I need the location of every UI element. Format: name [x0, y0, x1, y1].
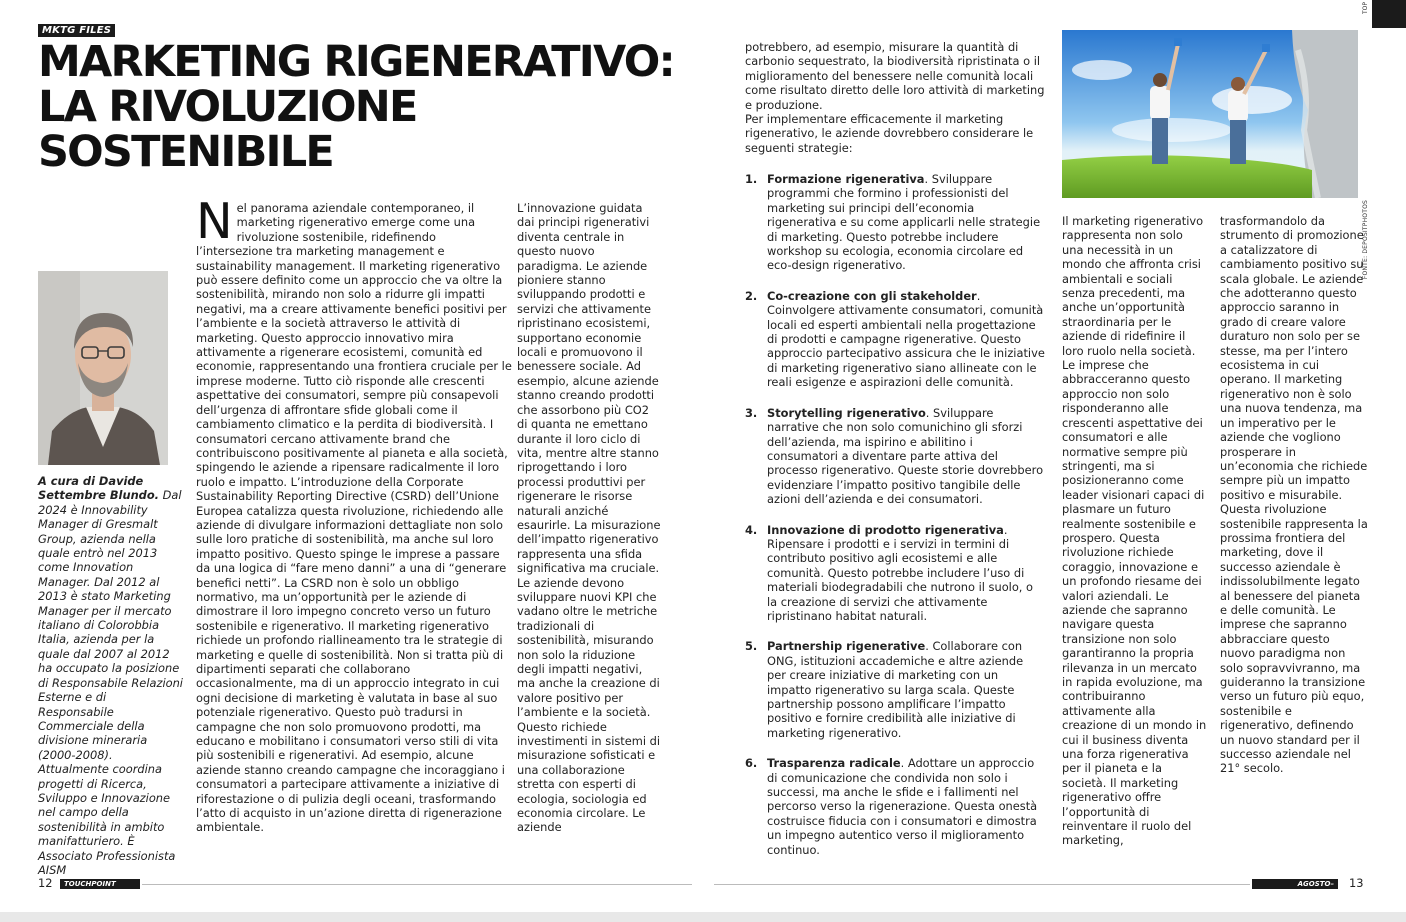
column-1-text: el panorama aziendale contemporaneo, il marketing rigenerativo emerge come una rivoluzione sostenibile, ridefinendo l’intersezione tra marketing management e sustainability management. Il marketing rigenerativo può essere definito come un approccio che va oltre la sostenibilità, mirando non solo a ridurre gli impatti negativi, ma a creare attivamente benefici positivi per l’ambiente e la società attraverso le attività di marketing. Questo approccio innovativo mira attivamente a rigenerare ecosistemi, comunità ed economie, rappresentando una frontiera cruciale per le imprese moderne. Tutto ciò risponde alle crescenti aspettative dei consumatori, sempre più consapevoli dell’urgenza di affrontare sfide globali come il cambiamento climatico e la perdita di biodiversità. I consumatori cercano attivamente brand che contribuiscono positivamente al pianeta e alla società, spingendo le aziende a ripensare radicalmente il loro ruolo e impatto. L’introduzione della Corporate Sustainability Reporting Directive (CSRD) dell’Unione Europea catalizza questa rivoluzione, richiedendo alle aziende di divulgare informazioni dettagliate non solo sulle loro pratiche di sostenibilità, ma anche sul loro impatto positivo. Questo spinge le imprese a passare da una logica di “fare meno danni” a una di “generare benefici netti”. La CSRD non è solo un obbligo normativo, ma un’opportunità per le aziende di dimostrare il loro impegno concreto verso un futuro sostenibile e rigenerativo. Il marketing rigenerativo richiede un profondo riallineamento tra le strategie di marketing e quelle di sostenibilità. Non si tratta più di dipartimenti separati che collaborano occasionalmente, ma di un approccio integrato in cui ogni decisione di marketing è valutata in base al suo potenziale rigenerativo. Questo può tradursi in campagne che non solo promuovono prodotti, ma educano e mobilitano i consumatori verso stili di vita più sostenibili e rigenerativi. Ad esempio, alcune aziende stanno creando campagne che incoraggiano i consumatori a partecipare attivamente a iniziative di riforestazione o di pulizia degli oceani, trasformando l’atto di acquisto in un’azione diretta di rigenerazione ambientale. [196, 201, 512, 835]
strategy-number: 6. [745, 756, 758, 771]
footer-rule-right [714, 884, 1250, 885]
page-bottom-edge [0, 912, 1406, 922]
strategy-item [745, 639, 1045, 740]
article-column-1 [196, 193, 512, 835]
corner-tab [1372, 0, 1406, 28]
drop-cap: N [196, 193, 233, 250]
column-2-text: L’innovazione guidata dai principi rigenerativi diventa centrale in questo nuovo paradigma. Le aziende pioniere stanno sviluppando prodotti e servizi che attivamente ripristinano ecosistemi, supportano economie locali e promuovono il benessere sociale. Ad esempio, alcune aziende stanno creando prodotti che assorbono più CO2 di quanta ne emettano durante il loro ciclo di vita, mentre altre stanno riprogettando i loro processi produttivi per rigenerare le risorse naturali anziché esaurirle. La misurazione dell’impatto rigenerativo rappresenta una sfida significativa ma cruciale. Le aziende devono sviluppare nuovi KPI che vadano oltre le metriche tradizionali di sostenibilità, misurando non solo la riduzione degli impatti negativi, ma anche la creazione di valore positivo per l’ambiente e la società. Questo richiede investimenti in sistemi di misurazione sofisticati e una collaborazione stretta con esperti di ecologia, sociologia ed economia circolare. Le aziende [517, 201, 661, 835]
section-tag: MKTG FILES [38, 24, 115, 37]
strategy-text: . Sviluppare narrative che non solo comunichino gli sforzi dell’azienda, ma ispirino e abilitino i consumatori a diventare parte attiva del processo rigenerativo. Queste storie dovrebbero evidenziare l’impatto positivo tangibile delle azioni dell’azienda e dei consumatori. [767, 405, 1044, 507]
hero-photo [1062, 30, 1358, 198]
article-column-3 [745, 40, 1045, 155]
strategy-text: . Sviluppare programmi che formino i professionisti del marketing sui principi dell’economia rigenerativa e su come applicarli nelle strategie di marketing. Questo potrebbe includere workshop su ecologia, economia circolare ed eco-design rigenerativo. [767, 172, 1041, 273]
strategy-number: 2. [745, 288, 758, 303]
strategy-title: Formazione rigenerativa [767, 172, 925, 186]
strategy-title: Trasparenza radicale [767, 756, 901, 771]
article-column-4 [1062, 214, 1207, 848]
headline-line-3: SOSTENIBILE [38, 127, 333, 177]
byline-bio: Dal 2024 è Innovability Manager di Gresmalt Group, azienda nella quale entrò nel 2013 come Innovation Manager. Dal 2012 al 2013 è stato Marketing Manager per il mercato italiano di Colorobbia Italia, azienda per la quale dal 2007 al 2012 ha occupato la posizione di Responsabile Relazioni Esterne e di Responsabile Commerciale della divisione mineraria (2000-2008). Attualmente coordina progetti di Ricerca, Sviluppo e Innovazione nel campo della sostenibilità in ambito manifatturiero. È Associato Professionista AISM [38, 488, 183, 877]
article-column-5 [1220, 214, 1368, 776]
strategy-number: 3. [745, 405, 758, 420]
strategy-title: Storytelling rigenerativo [767, 405, 926, 420]
two-women-painting-sky-icon [1062, 30, 1358, 198]
column-4-text: Il marketing rigenerativo rappresenta non solo una necessità in un mondo che affronta crisi ambientali e sociali senza precedenti, ma anche un’opportunità straordinaria per le aziende di ridefinire il loro ruolo nella società. Le imprese che abbracceranno questo approccio non solo risponderanno alle crescenti aspettative dei consumatori e alle normative sempre più stringenti, ma si posizioneranno come leader visionari capaci di plasmare un futuro realmente sostenibile e prospero. Questa rivoluzione richiede coraggio, innovazione e un profondo riesame dei valori aziendali. Le aziende che sapranno navigare questa transizione non solo garantiranno la propria rilevanza in un mercato in rapida evoluzione, ma contribuiranno attivamente alla creazione di un mondo in cui il business diventa una forza rigenerativa per il pianeta e la società. Il marketing rigenerativo offre l’opportunità di reinventare il ruolo del marketing, [1062, 214, 1207, 848]
strategies-list [745, 172, 1045, 873]
strategy-number: 5. [745, 639, 758, 654]
strategy-number: 1. [745, 172, 758, 186]
page-number-left: 12 [38, 876, 53, 890]
author-portrait-photo-icon [38, 271, 168, 465]
magazine-name-bar: TOUCHPOINT MAGAZINE [60, 879, 140, 889]
strategy-title: Innovazione di prodotto rigenerativa [767, 522, 1004, 537]
strategy-title: Partnership rigenerative [767, 639, 926, 654]
column-5-text: trasformandolo da strumento di promozione a catalizzatore di cambiamento positivo su scala globale. Le aziende che adotteranno questo approccio saranno in grado di creare valore duraturo non solo per se stesse, ma per l’intero ecosistema in cui operano. Il marketing rigenerativo non è solo una nuova tendenza, ma un imperativo per le aziende che vogliono prosperare in un’economia che richiede sempre più un impatto positivo e misurabile. Questa rivoluzione sostenibile rappresenta la prossima frontiera del marketing, dove il successo aziendale è indissolubilmente legato al benessere del pianeta e delle comunità. Le imprese che sapranno abbracciare questo nuovo paradigma non solo sopravvivranno, ma guideranno la transizione verso un futuro più equo, sostenibile e rigenerativo, definendo un nuovo standard per il successo aziendale nel 21° secolo. [1220, 214, 1368, 776]
footer-rule-left [142, 884, 692, 885]
strategy-number: 4. [745, 522, 758, 537]
headline-line-1: MARKETING RIGENERATIVO: [38, 37, 674, 87]
strategy-item [745, 406, 1045, 507]
strategy-item [745, 172, 1045, 273]
strategy-item [745, 523, 1045, 624]
column-3-lead: Per implementare efficacemente il marketing rigenerativo, le aziende dovrebbero considerare le seguenti strategie: [745, 112, 1034, 155]
strategy-text: . Ripensare i prodotti e i servizi in termini di contributo positivo agli ecosistemi e alle comunità. Questo potrebbe includere l’uso di materiali biodegradabili che nutrono il suolo, o la creazione di servizi che attivamente ripristinano habitat naturali. [767, 522, 1034, 623]
left-page [0, 0, 703, 912]
strategy-item [745, 289, 1045, 390]
strategy-item [745, 756, 1045, 857]
article-headline [38, 37, 688, 177]
headline-line-2: LA RIVOLUZIONE [38, 82, 417, 132]
strategy-text: . Adottare un approccio di comunicazione che condivida non solo i successi, ma anche le sfide e i fallimenti nel percorso verso la rigenerazione. Questa onestà costruisce fiducia con i consumatori e dimostra un impegno autentico verso il miglioramento continuo. [767, 756, 1038, 857]
article-column-2 [517, 201, 661, 835]
corner-tab-label: TOP [1362, 2, 1369, 15]
strategy-title: Co-creazione con gli stakeholder [767, 288, 977, 303]
strategy-text: . Collaborare con ONG, istituzioni accademiche e altre aziende per creare iniziative di marketing con un impatto rigenerativo su larga scala. Queste partnership possono amplificare l’impatto positivo e fornire credibilità alle iniziative di marketing rigenerativo. [767, 639, 1024, 740]
photo-credit: FONTE: DEPOSITPHOTOS [1362, 200, 1369, 280]
strategy-text: . Coinvolgere attivamente consumatori, comunità locali ed esperti ambientali nella progettazione di prodotti e campagne rigenerative. Questo approccio partecipativo assicura che le iniziative di marketing rigenerativo siano allineate con le reali esigenze e aspirazioni delle comunità. [767, 288, 1045, 390]
author-byline [38, 474, 183, 877]
column-3-intro: potrebbero, ad esempio, misurare la quantità di carbonio sequestrato, la biodiversità ripristinata o il miglioramento del benessere nelle comunità locali come risultato diretto delle loro attività di marketing e produzione. [745, 40, 1045, 112]
byline-lead: A cura di Davide Settembre Blundo. [38, 474, 159, 503]
author-portrait [38, 271, 168, 465]
issue-date-bar: AGOSTO–SETTEMBRE 2024 [1252, 879, 1338, 889]
page-number-right: 13 [1349, 876, 1364, 890]
